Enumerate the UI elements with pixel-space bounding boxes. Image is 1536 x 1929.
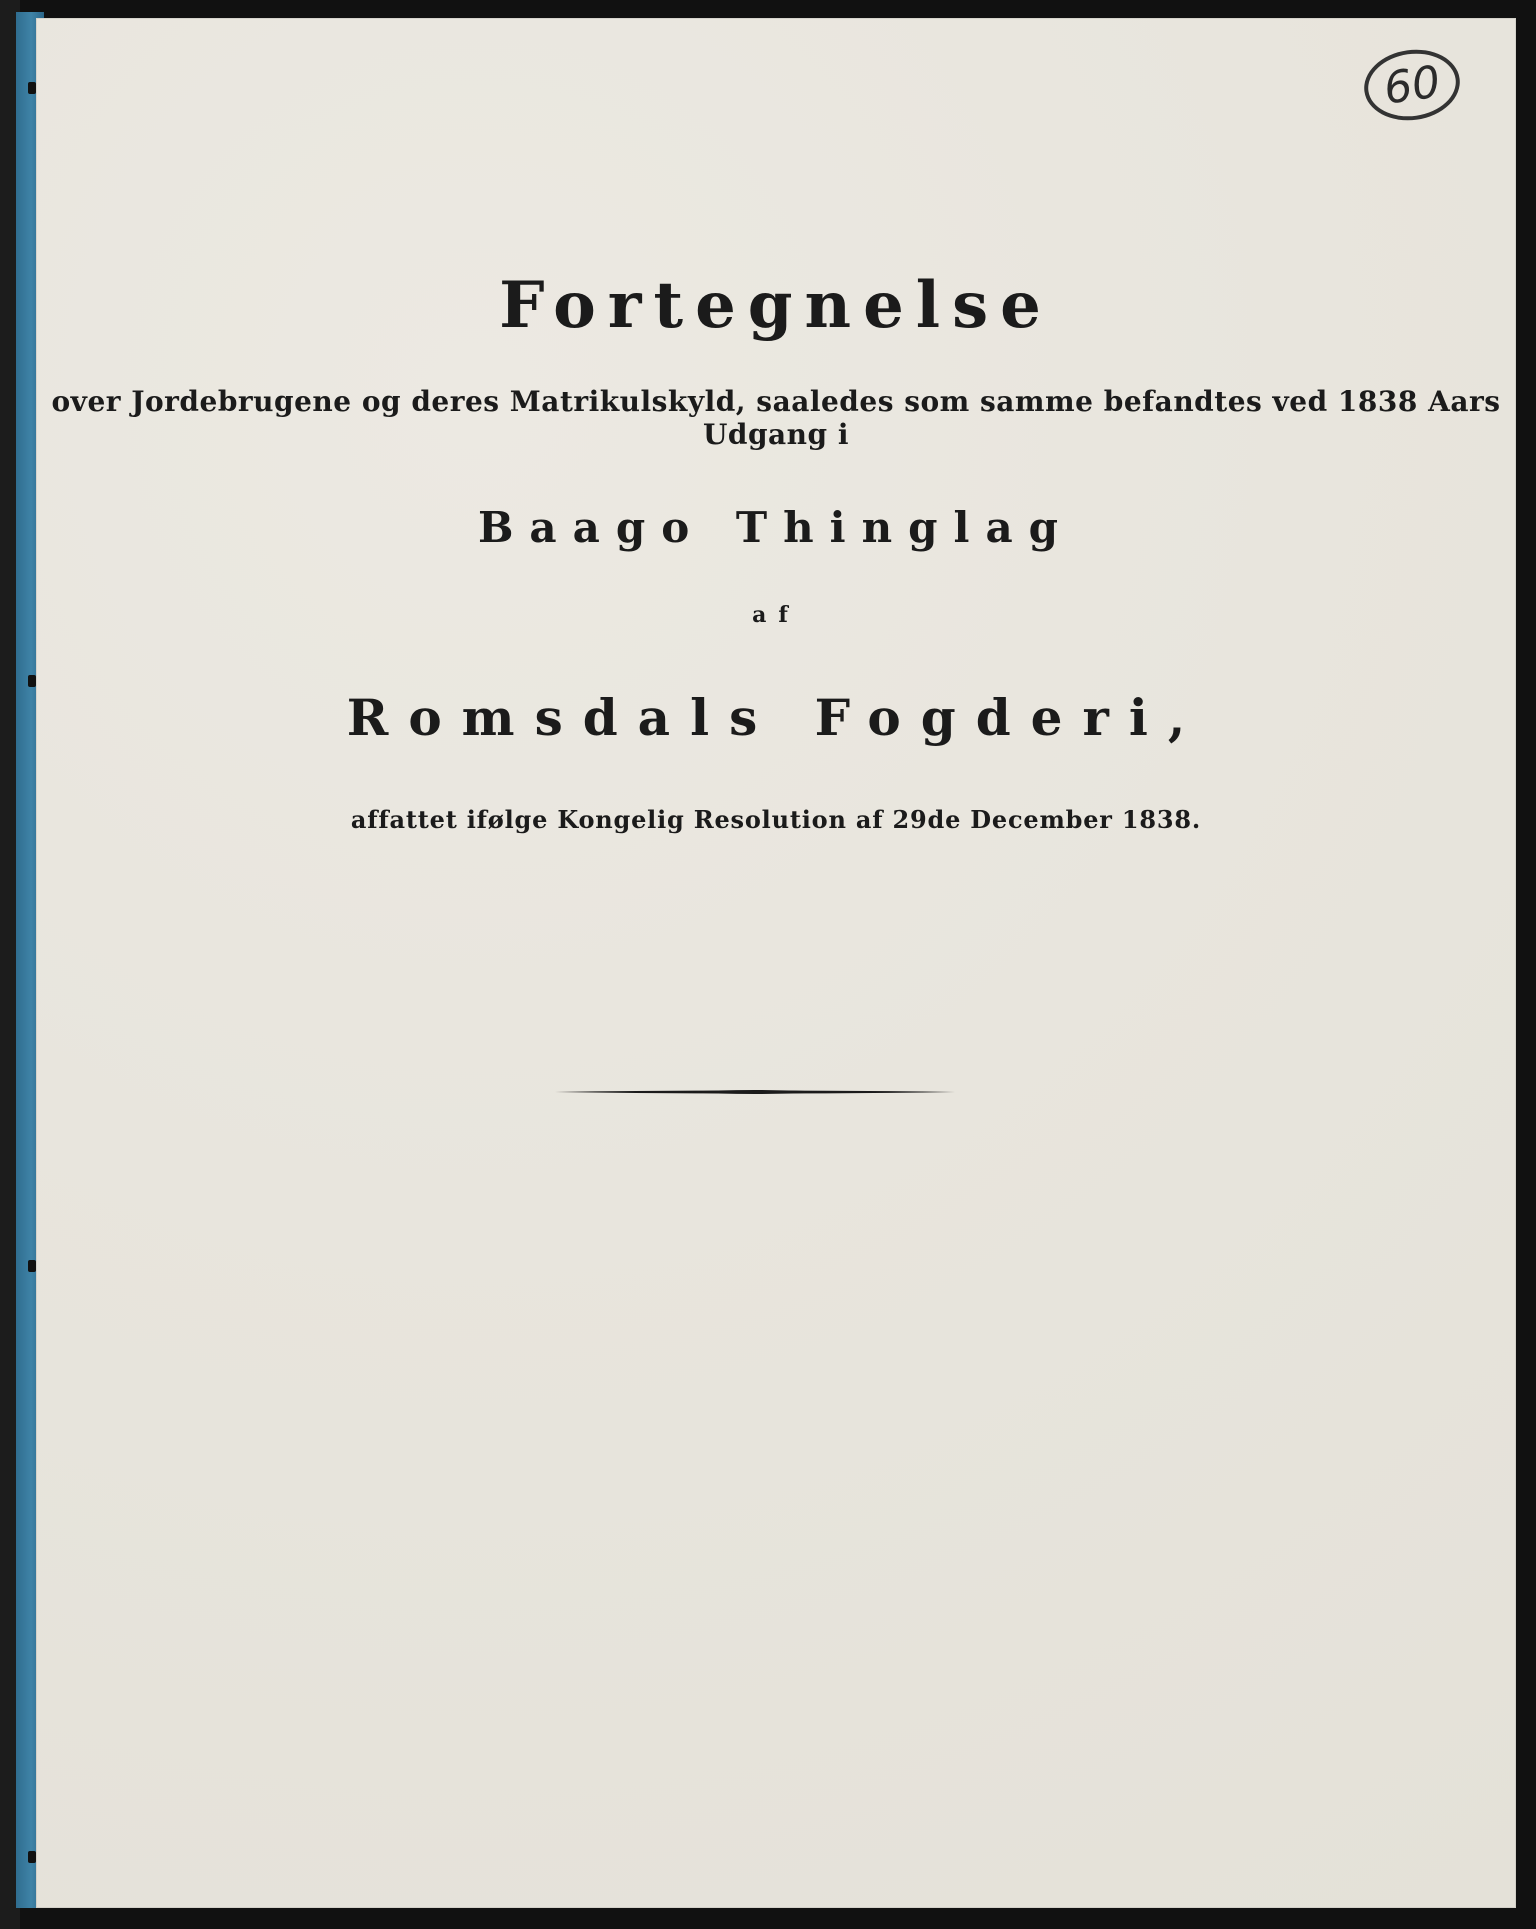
document-title: Fortegnelse [499,268,1053,343]
district-name: Romsdals Fogderi, [346,688,1206,747]
document-subtitle: over Jordebrugene og deres Matrikulskyld, saaledes som samme befandtes ved 1838 Aars Udgang i [51,385,1501,451]
binding-notch [28,82,36,94]
place-name: Baago Thinglag [477,503,1075,552]
page-number-badge: 60 [1360,44,1465,127]
decorative-divider [555,1084,955,1100]
binding-notch [28,675,36,687]
small-af-text: af [752,602,800,628]
resolution-note: affattet ifølge Kongelig Resolution af 29de December 1838. [350,805,1202,834]
binding-notch [28,1851,36,1863]
title-block [36,268,1516,834]
document-page [36,18,1516,1908]
binding-notch [28,1260,36,1272]
